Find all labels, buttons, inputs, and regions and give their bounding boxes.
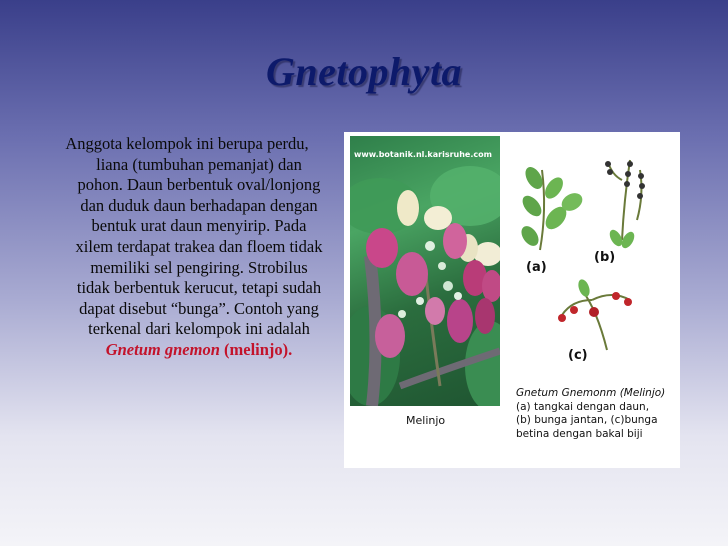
body-paragraph	[50, 134, 324, 361]
scientific-name: Gnetum gnemon	[105, 339, 220, 359]
caption-line-a: (a) tangkai dengan daun,	[516, 400, 650, 413]
botanical-drawings	[512, 140, 674, 380]
drawing-label-b: (b)	[594, 250, 616, 265]
caption-line-c: betina dengan bakal biji	[516, 427, 643, 440]
photo-label: Melinjo	[406, 414, 446, 427]
drawing-label-a: (a)	[526, 260, 547, 275]
melinjo-photo	[350, 136, 500, 406]
melinjo-figure	[344, 132, 680, 468]
slide-title: Gnetophyta	[265, 49, 463, 94]
caption-line-b: (b) bunga jantan, (c)bunga	[516, 414, 658, 426]
photo-watermark: www.botanik.nl.karisruhe.com	[354, 150, 492, 159]
figure-caption	[516, 387, 676, 441]
common-name: (melinjo).	[224, 339, 293, 359]
melinjo-photo-illustration	[350, 136, 500, 406]
drawing-label-c: (c)	[568, 348, 588, 363]
body-text: Anggota kelompok ini berupa perdu, liana (tumbuhan pemanjat) dan pohon. Daun berbentuk oval/lonjong dan duduk daun berhadapan dengan bentuk urat daun menyirip. Pada xilem terdapat trakea dan floem tidak memiliki sel pengiring. Strobilus tidak berbentuk kerucut, tetapi sudah dapat disebut “bunga”. Contoh yang terkenal dari kelompok ini adalah	[65, 134, 323, 339]
caption-title: Gnetum Gnemonm (Melinjo)	[516, 387, 666, 399]
